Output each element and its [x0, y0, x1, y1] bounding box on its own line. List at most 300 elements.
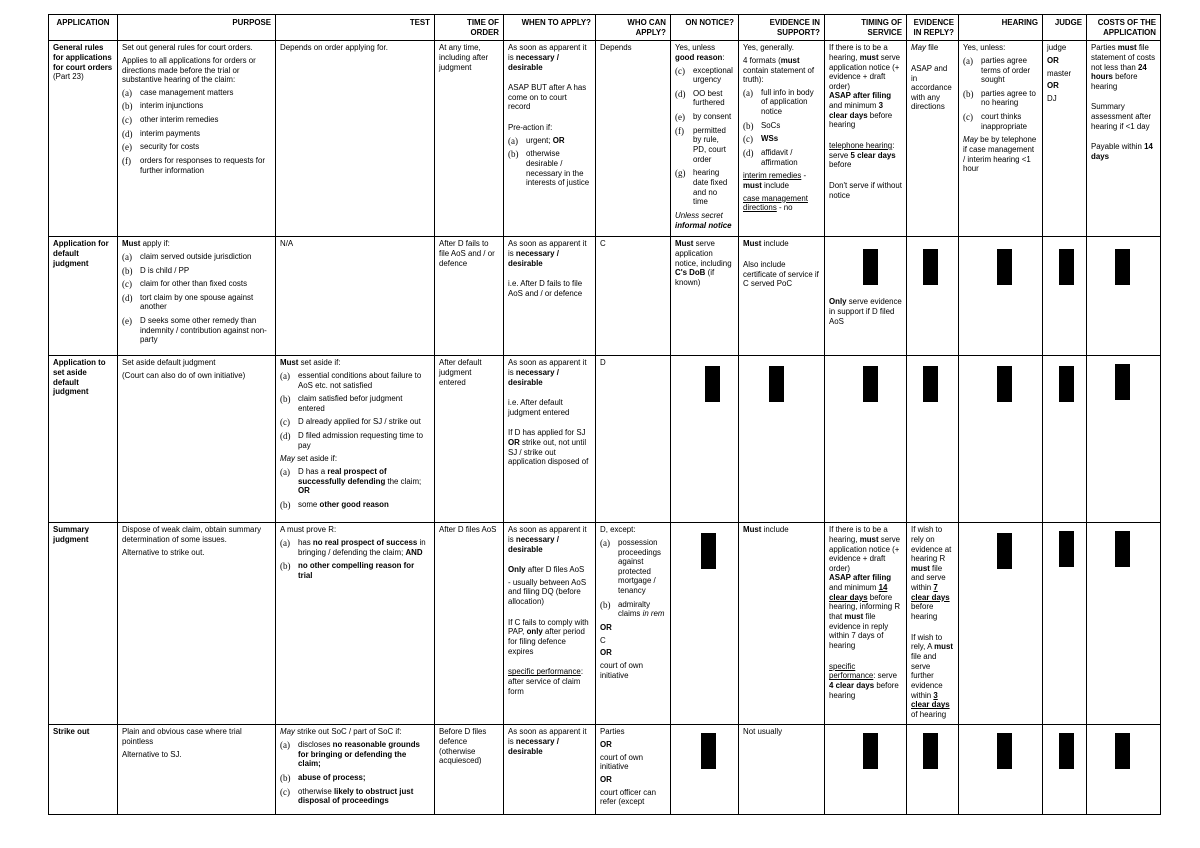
- list-marker: (c): [743, 134, 753, 145]
- cell-hearing: [959, 237, 1043, 356]
- bold-text: abuse of process;: [298, 773, 366, 783]
- list-item: [675, 126, 734, 165]
- list-marker: (c): [963, 112, 973, 123]
- cell-timing-of-service: [825, 725, 907, 815]
- list-item: [280, 431, 430, 450]
- text: If there is to be a hearing,: [829, 43, 888, 62]
- who-text: Depends: [600, 43, 632, 53]
- redaction-block: [923, 366, 938, 402]
- row-name-text: General rules for applications for court orders: [53, 43, 113, 72]
- list-text: parties agree to no hearing: [981, 88, 1036, 108]
- spacer: [911, 56, 954, 64]
- cell-evidence-in-support: [739, 356, 825, 523]
- text: strike out, not until SJ / strike out application disposed of: [508, 438, 589, 467]
- judge-text: judge: [1047, 43, 1067, 53]
- bold-text: necessary / desirable: [508, 534, 559, 554]
- or-text: OR: [1047, 55, 1059, 65]
- list-marker: (a): [743, 87, 753, 98]
- bold-text: Must: [743, 239, 762, 249]
- list-text: court thinks inappropriate: [981, 112, 1028, 131]
- text: 4 formats (: [743, 55, 781, 65]
- bold-text: 14 days: [1091, 142, 1153, 162]
- evidence-text: Not usually: [743, 727, 783, 737]
- cell-who-can-apply: [596, 237, 671, 356]
- cell-who-can-apply: [596, 356, 671, 523]
- list-item: [280, 740, 430, 769]
- spacer: [829, 133, 902, 141]
- list-item: [675, 112, 734, 122]
- text: of hearing: [911, 709, 947, 719]
- cell-costs: [1087, 237, 1161, 356]
- cell-evidence-in-support: [739, 41, 825, 237]
- spacer: [508, 659, 591, 667]
- bold-text: necessary / desirable: [508, 248, 559, 268]
- list-marker: (e): [122, 316, 132, 327]
- list-text: tort claim by one spouse against another: [140, 292, 254, 312]
- redaction-block: [1059, 249, 1074, 285]
- text: after D files AoS: [525, 565, 585, 575]
- evidence-text: [743, 56, 820, 85]
- text: discloses: [298, 740, 333, 750]
- and-text: AND: [405, 547, 423, 557]
- list-text: orders for responses to requests for further information: [140, 156, 265, 175]
- cell-purpose: [118, 356, 276, 523]
- test-text: A must prove R:: [280, 525, 337, 535]
- spacer: [829, 173, 902, 181]
- underlined-text: telephone hearing: [829, 141, 893, 151]
- who-list: [600, 538, 666, 619]
- bold-text: C's DoB: [675, 268, 706, 278]
- text: before hearing, informing R that: [829, 592, 901, 622]
- bold-text: no reasonable grounds for bringing or defending the claim;: [298, 740, 420, 769]
- who-text: D, except:: [600, 525, 636, 535]
- timing-text: [829, 141, 902, 170]
- text: in bringing / defending the claim;: [298, 537, 426, 557]
- bold-text: must: [859, 52, 879, 62]
- when-text: ASAP BUT after A has come on to court record: [508, 83, 587, 112]
- cell-timing-of-service: [825, 356, 907, 523]
- list-text: OO best furthered: [693, 88, 725, 108]
- list-item: [122, 142, 271, 152]
- hearing-text: Yes, unless:: [963, 43, 1006, 53]
- timing-text: [829, 43, 902, 130]
- bold-text: necessary / desirable: [508, 52, 559, 72]
- bold-text: no other compelling reason for trial: [298, 561, 415, 580]
- text: - no: [776, 203, 793, 213]
- purpose-text: Applies to all applications for orders or directions made before the trial or substantive hearing of the claim:: [122, 55, 256, 85]
- text: (if known): [675, 268, 715, 287]
- table-row-summary-judgment: [49, 523, 1161, 725]
- bold-text: ASAP after filing: [829, 91, 892, 101]
- timing-text: [829, 297, 902, 326]
- row-name-suffix: (Part 23): [53, 72, 84, 82]
- timing-text: [829, 662, 902, 701]
- list-marker: (b): [280, 394, 291, 405]
- spacer: [508, 557, 591, 565]
- time-text: After default judgment entered: [439, 358, 482, 387]
- when-text: [508, 525, 591, 554]
- spacer: [508, 390, 591, 398]
- bold-text: real prospect of successfully defending: [298, 467, 387, 486]
- text: Yes, unless: [675, 43, 716, 53]
- list-item: [280, 773, 430, 783]
- text: file and serve within: [911, 563, 946, 593]
- underlined-text: specific performance: [829, 661, 874, 681]
- list-marker: (b): [600, 599, 611, 610]
- cell-on-notice: [671, 523, 739, 725]
- reply-text: ASAP and in accordance with any directions: [911, 63, 952, 112]
- header-evidence-in-reply: EVIDENCE IN REPLY?: [907, 15, 959, 41]
- redaction-block: [997, 733, 1012, 769]
- list-marker: (a): [280, 537, 290, 548]
- list-text: permitted by rule, PD, court order: [693, 125, 726, 164]
- cell-when-to-apply: [504, 356, 596, 523]
- purpose-text: [122, 239, 271, 249]
- redaction-block: [701, 533, 716, 569]
- list-item: [743, 134, 820, 144]
- test-text: Depends on order applying for.: [280, 43, 388, 53]
- list-text: other interim remedies: [140, 115, 219, 125]
- when-text: [508, 428, 591, 467]
- text: serve application notice (+ evidence + draft order): [829, 52, 901, 91]
- text: include: [761, 239, 789, 249]
- cell-hearing: [959, 41, 1043, 237]
- hearing-text: [963, 135, 1038, 174]
- spacer: [829, 285, 902, 297]
- redaction-block: [997, 533, 1012, 569]
- cell-purpose: [118, 237, 276, 356]
- when-text: [508, 727, 591, 756]
- spacer: [1091, 134, 1156, 142]
- header-evidence-in-support: EVIDENCE IN SUPPORT?: [739, 15, 825, 41]
- redaction-block: [1115, 733, 1130, 769]
- bold-text: 24 hours: [1091, 62, 1147, 82]
- cell-hearing: [959, 356, 1043, 523]
- redaction-block: [863, 366, 878, 402]
- list-item: [280, 467, 430, 496]
- row-name: [49, 41, 118, 237]
- header-on-notice: ON NOTICE?: [671, 15, 739, 41]
- reply-text: [911, 525, 954, 621]
- list-text: full info in body of application notice: [761, 87, 814, 117]
- evidence-text: [743, 525, 820, 535]
- row-name: Application to set aside default judgment: [49, 356, 118, 523]
- or-text: OR: [600, 623, 612, 633]
- bold-text: Only: [508, 565, 526, 575]
- bold-text: 3 clear days: [829, 101, 883, 120]
- redaction-block: [1115, 531, 1130, 567]
- costs-text: Summary assessment after hearing if <1 day: [1091, 102, 1152, 131]
- notice-text: [675, 211, 734, 230]
- cell-timing-of-service: [825, 41, 907, 237]
- cell-who-can-apply: [596, 523, 671, 725]
- spacer: [508, 75, 591, 83]
- test-text: [280, 727, 430, 737]
- header-when-to-apply: WHEN TO APPLY?: [504, 15, 596, 41]
- cell-test: [276, 725, 435, 815]
- text: strike out SoC / part of SoC if:: [294, 727, 402, 737]
- text: set aside if:: [298, 358, 341, 368]
- cell-on-notice: [671, 237, 739, 356]
- list-item: [280, 394, 430, 413]
- who-text: C: [600, 239, 606, 249]
- bold-text: must: [911, 563, 930, 573]
- redaction-block: [1059, 733, 1074, 769]
- list-text: claim for other than fixed costs: [140, 279, 248, 289]
- list-text: urgent;: [526, 135, 553, 145]
- bold-text: ASAP after filing: [829, 573, 892, 583]
- judge-text: DJ: [1047, 93, 1057, 103]
- bold-text: must: [859, 534, 879, 544]
- list-marker: (b): [280, 773, 291, 784]
- list-text: interim injunctions: [140, 101, 204, 111]
- redaction-block: [701, 733, 716, 769]
- list-item: [122, 88, 271, 98]
- list-marker: (a): [600, 537, 610, 548]
- text: contain statement of truth):: [743, 65, 815, 85]
- text: apply if:: [140, 239, 170, 249]
- cell-purpose: [118, 725, 276, 815]
- cell-evidence-in-reply: [907, 523, 959, 725]
- list-marker: (a): [280, 740, 290, 751]
- list-item: [280, 371, 430, 390]
- timing-text: Don't serve if without notice: [829, 180, 902, 200]
- redaction-block: [1059, 366, 1074, 402]
- list-item: [743, 88, 820, 117]
- cell-test: [276, 356, 435, 523]
- list-item: [675, 89, 734, 108]
- table-row-strike-out: [49, 725, 1161, 815]
- text: before hearing: [829, 680, 899, 700]
- cell-time-of-order: [435, 41, 504, 237]
- when-text: i.e. After D fails to file AoS and / or defence: [508, 279, 583, 298]
- who-text: court of own initiative: [600, 660, 643, 680]
- cell-purpose: [118, 523, 276, 725]
- evidence-text: [743, 171, 820, 190]
- text: file and serve further evidence within: [911, 651, 943, 700]
- cell-costs: [1087, 523, 1161, 725]
- list-text: possession proceedings against protected mortgage / tenancy: [618, 537, 661, 596]
- time-text: At any time, including after judgment: [439, 43, 489, 72]
- spacer: [829, 654, 902, 662]
- list-text: SoCs: [761, 120, 781, 130]
- table-row-general-rules: [49, 41, 1161, 237]
- cell-when-to-apply: [504, 237, 596, 356]
- purpose-text: Set aside default judgment: [122, 358, 216, 368]
- list-marker: (d): [280, 431, 291, 442]
- text: has: [298, 537, 313, 547]
- evidence-list: [743, 88, 820, 167]
- text: serve application notice, including: [675, 239, 732, 268]
- row-name: Strike out: [49, 725, 118, 815]
- list-item: [122, 101, 271, 111]
- cell-costs: [1087, 725, 1161, 815]
- or-text: OR: [508, 438, 520, 448]
- when-list: [508, 136, 591, 188]
- list-item: [122, 156, 271, 175]
- header-who-can-apply: WHO CAN APPLY?: [596, 15, 671, 41]
- notice-text: [675, 43, 734, 62]
- list-marker: (c): [280, 786, 290, 797]
- list-marker: (d): [122, 128, 133, 139]
- costs-text: [1091, 43, 1156, 91]
- italic-text: in rem: [642, 609, 665, 619]
- cell-time-of-order: [435, 237, 504, 356]
- or-text: OR: [600, 740, 612, 750]
- list-marker: (f): [675, 125, 684, 136]
- cell-when-to-apply: [504, 725, 596, 815]
- list-item: [122, 252, 271, 262]
- bold-text: no real prospect of success: [312, 537, 418, 547]
- list-item: [122, 115, 271, 125]
- table-row-default-judgment: [49, 237, 1161, 356]
- bold-text: Must: [280, 358, 299, 368]
- redaction-block: [997, 249, 1012, 285]
- when-text: [508, 565, 591, 575]
- text: As soon as apparent it is: [508, 43, 587, 62]
- list-marker: (b): [280, 561, 291, 572]
- text: As soon as apparent it is: [508, 358, 587, 377]
- bold-text: Must: [743, 525, 762, 535]
- underlined-text: specific performance: [508, 667, 581, 677]
- bold-text: other good reason: [319, 499, 389, 509]
- test-text: [280, 358, 430, 368]
- cell-time-of-order: [435, 356, 504, 523]
- text: :: [722, 52, 725, 62]
- list-marker: (d): [122, 292, 133, 303]
- list-item: [675, 66, 734, 85]
- who-text: C: [600, 635, 606, 645]
- list-item: [600, 538, 666, 596]
- cell-test: [276, 237, 435, 356]
- spacer: [508, 610, 591, 618]
- text: serve evidence in support if D filed AoS: [829, 297, 902, 326]
- list-item: [508, 136, 591, 146]
- list-item: [963, 56, 1038, 85]
- hearing-list: [963, 56, 1038, 131]
- list-item: [743, 148, 820, 167]
- text: otherwise: [298, 786, 334, 796]
- table-row-set-aside: [49, 356, 1161, 523]
- text: include: [761, 525, 789, 535]
- costs-text: [1091, 142, 1156, 161]
- italic-text: May: [911, 43, 926, 53]
- text: -: [801, 171, 807, 181]
- evidence-text: [743, 194, 820, 213]
- list-marker: (b): [508, 149, 519, 160]
- header-timing-of-service: TIMING OF SERVICE: [825, 15, 907, 41]
- underlined-text: interim remedies: [743, 171, 802, 181]
- purpose-list: [122, 88, 271, 175]
- list-item: [122, 266, 271, 276]
- cell-evidence-in-reply: [907, 237, 959, 356]
- header-judge: JUDGE: [1043, 15, 1087, 41]
- list-marker: (b): [122, 101, 133, 112]
- cell-judge: [1043, 237, 1087, 356]
- list-text: case management matters: [140, 87, 234, 97]
- text: Parties: [1091, 43, 1118, 53]
- redaction-block: [863, 249, 878, 285]
- cell-judge: [1043, 356, 1087, 523]
- list-item: [963, 89, 1038, 108]
- when-text: [508, 667, 591, 696]
- bold-text: 14 clear days: [829, 583, 888, 602]
- spacer: [508, 271, 591, 279]
- list-item: [280, 561, 430, 580]
- list-marker: (b): [963, 88, 974, 99]
- list-text: WSs: [761, 134, 779, 144]
- cell-hearing: [959, 523, 1043, 725]
- redaction-block: [1115, 364, 1130, 400]
- bold-text: 3 clear days: [911, 690, 950, 710]
- test-list: [280, 371, 430, 450]
- when-text: - usually between AoS and filing DQ (before allocation): [508, 577, 587, 607]
- when-text: [508, 358, 591, 387]
- when-text: Pre-action if:: [508, 123, 553, 133]
- cell-on-notice: [671, 725, 739, 815]
- evidence-text: Yes, generally.: [743, 43, 794, 53]
- cell-judge: [1043, 523, 1087, 725]
- bold-text: likely to obstruct just disposal of proceedings: [298, 786, 414, 806]
- purpose-list: [122, 252, 271, 345]
- text: before hearing: [911, 602, 938, 622]
- cell-costs: [1087, 356, 1161, 523]
- header-row: [49, 15, 1161, 41]
- text: file statement of costs not less than: [1091, 43, 1156, 72]
- text: If there is to be a hearing,: [829, 525, 888, 544]
- when-text: [508, 618, 591, 657]
- evidence-text: [743, 239, 820, 249]
- text: and minimum: [829, 101, 879, 111]
- bold-text: Only: [829, 297, 847, 307]
- list-item: [122, 129, 271, 139]
- spacer: [911, 625, 954, 633]
- cell-on-notice: [671, 41, 739, 237]
- cell-evidence-in-support: [739, 725, 825, 815]
- list-marker: (b): [280, 499, 291, 510]
- when-text: [508, 239, 591, 268]
- text: be by telephone if case management / interim hearing <1 hour: [963, 135, 1037, 174]
- text: If D has applied for SJ: [508, 428, 586, 438]
- cell-timing-of-service: [825, 237, 907, 356]
- text: some: [298, 499, 320, 509]
- when-text: i.e. After default judgment entered: [508, 398, 570, 417]
- cell-judge: [1043, 725, 1087, 815]
- purpose-text: Alternative to strike out.: [122, 547, 205, 557]
- cell-time-of-order: [435, 725, 504, 815]
- test-text: [280, 454, 430, 464]
- text: after period for filing defence expires: [508, 627, 585, 656]
- list-item: [675, 168, 734, 207]
- cell-test: [276, 523, 435, 725]
- list-item: [600, 600, 666, 619]
- bold-text: 4 clear days: [829, 680, 875, 690]
- list-text: D is child / PP: [140, 265, 190, 275]
- bold-text: must: [844, 612, 864, 622]
- cell-on-notice: [671, 356, 739, 523]
- cell-when-to-apply: [504, 41, 596, 237]
- spacer: [508, 115, 591, 123]
- list-marker: (e): [675, 112, 685, 123]
- time-text: After D files AoS: [439, 525, 497, 535]
- text: the claim;: [385, 476, 422, 486]
- header-purpose: PURPOSE: [118, 15, 276, 41]
- reply-text: [911, 43, 954, 53]
- list-text: hearing date fixed and no time: [693, 168, 728, 207]
- notice-text: [675, 239, 734, 287]
- redaction-block: [997, 366, 1012, 402]
- cell-when-to-apply: [504, 523, 596, 725]
